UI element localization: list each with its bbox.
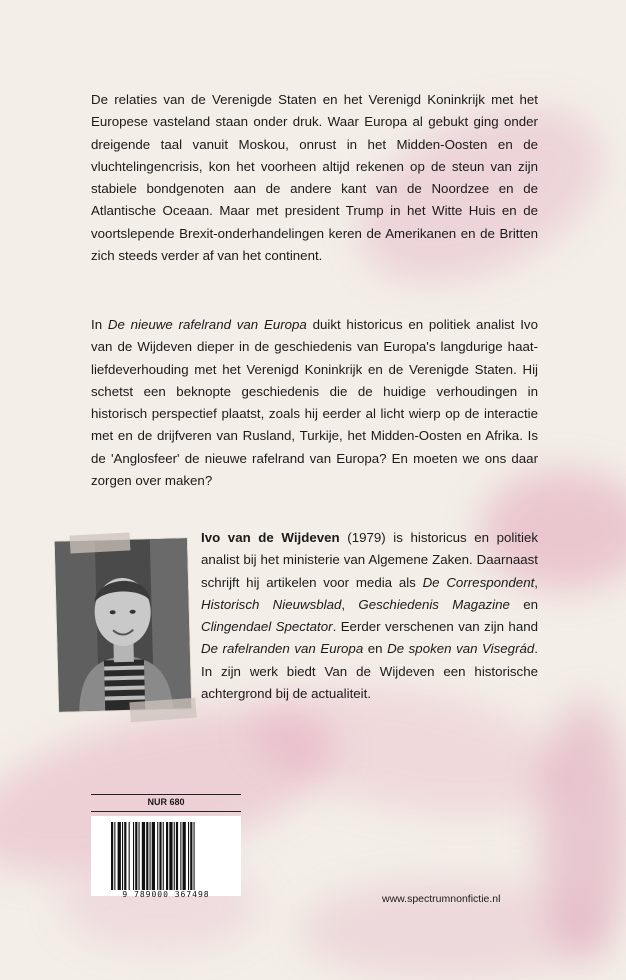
barcode-bar [166,822,168,890]
barcode-bar [142,822,145,890]
nur-code: NUR 680 [147,797,185,807]
barcode-bar [180,822,181,890]
barcode-bar [129,822,130,890]
barcode-bar [190,822,192,890]
barcode-bar [183,822,186,890]
book-title: De rafelranden van Europa [201,641,364,657]
barcode [91,816,241,896]
barcode-bar [146,822,148,890]
barcode-bar [114,822,115,890]
barcode-bar [124,822,126,890]
barcode-bar [188,822,189,890]
barcode-bar [122,822,123,890]
barcode-bar [169,822,172,890]
barcode-bar [111,822,113,890]
author-photo [55,538,191,711]
media-title: De Correspondent [422,574,535,590]
barcode-bar [157,822,158,890]
author-bio [201,527,538,705]
blurb-paragraph-1: De relaties van de Verenigde Staten en het Verenigd Koninkrijk met het Europese vasteland staan onder druk. Waar Europa al gebukt ging onder dreigende taal vanuit Moskou, onrust in het Midden-Oosten en de vluchtelingencrisis, kon het voorheen altijd rekenen op de steun van zijn stabiele bondgenoten aan de andere kant van de Noordzee en de Atlantische Oceaan. Maar met president Trump in het Witte Huis en de voortslepende Brexit-onderhandelingen keren de Amerikanen en de Britten zich steeds verder af van het continent. [91,92,538,264]
bio-text: . Eerder verschenen van zijn hand [332,619,539,635]
tape-strip [70,532,131,553]
blurb-text: duikt historicus en politiek analist Ivo van de Wijdeven dieper in de geschiedenis van Europa's langdurige haat-liefdeverhouding met het Verenigd Koninkrijk en de Verenigde Staten. Hij schetst een beknopte geschiedenis die de huidige verhoudingen in historisch perspectief plaatst, zoals hij eerder al licht wierp op de interactie met en de drijfveren van Rusland, Turkije, het Midden-Oosten en Afrika. Is de 'Anglosfeer' de nieuwe rafelrand van Europa? En moeten we ons daar zorgen over maken? [91,317,538,489]
barcode-bar [159,822,161,890]
media-title: Clingendael Spectator [201,619,333,635]
publisher-website: www.spectrumnonfictie.nl [382,893,501,905]
bio-text: , [341,596,359,612]
book-title: De spoken van Visegrád [387,641,535,657]
book-title: De nieuwe rafelrand van Europa [107,317,307,332]
bio-text: (1979) is historicus en politiek analist bij het ministerie van Algemene Zaken. Daarnaast schrijft hij artikelen voor media als [201,530,538,590]
blurb-paragraph-2 [91,314,538,492]
isbn-number: 9 789000 367498 [122,890,210,899]
blurb-text: In [91,317,108,332]
barcode-bar [152,822,155,890]
barcode-bar [139,822,140,890]
media-title: Geschiedenis Magazine [358,596,510,612]
nur-divider [91,794,241,795]
bio-text: en [363,641,388,657]
barcode-bar [194,822,195,890]
tape-strip [129,698,196,723]
media-title: Historisch Nieuwsblad [201,596,342,612]
barcode-bar [133,822,134,890]
barcode-bar [150,822,151,890]
bio-text: en [509,596,538,612]
watercolor-wash [540,700,626,960]
barcode-bar [176,822,178,890]
author-name: Ivo van de Wijdeven [201,530,340,545]
bio-text: , [534,574,538,590]
author-portrait-icon [55,538,191,711]
barcode-bar [118,822,121,890]
barcode-bar [174,822,175,890]
bio-text: . In zijn werk biedt Van de Wijdeven een historische achtergrond bij de actualiteit. [201,641,538,702]
barcode-bar [135,822,137,890]
nur-divider [91,811,241,812]
barcode-bar [163,822,164,890]
barcode-icon [111,822,221,894]
